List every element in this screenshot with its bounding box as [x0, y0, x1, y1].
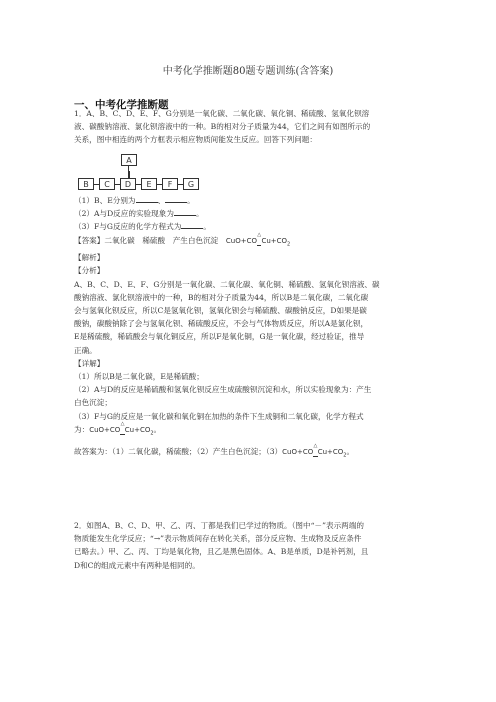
- answer-blank: [165, 195, 187, 203]
- equation: CuO+CO △ $Cu+CO_2$: [282, 443, 347, 459]
- q2-line: 已略去。）甲、乙、丙、丁均是氧化物，且乙是黑色固体。A、B是单质，D是补钙剂，且: [74, 547, 369, 557]
- question-1-stem: [74, 107, 426, 147]
- fenxi-label: 【分析】: [74, 266, 105, 276]
- sub-question-2: （2）A与D反应的实验现象为 。: [74, 209, 204, 219]
- answer-blank: [136, 195, 158, 203]
- q1-line: 1．A、B、C、D、E、F、G分别是一氧化碳、二氧化碳、氧化铜、稀硫酸、氢氧化钡溶: [74, 109, 370, 118]
- analysis-line: 会与氢氧化钡反应，所以C是氢氧化钡，氢氧化钡会与稀硫酸、碳酸钠反应，D如果是碳: [74, 306, 367, 316]
- sub-question-1: （1）B、E分别为 、 。: [74, 196, 195, 205]
- detail-line: （3）F与G的反应是一氧化碳和氧化铜在加热的条件下生成铜和二氧化碳，化学方程式: [74, 411, 364, 421]
- diagram-connector: [129, 171, 130, 178]
- final-answer-line: 故答案为：（1）二氧化碳，稀硫酸；（2）产生白色沉淀；（3）CuO+CO △ $Cu+CO_2$。: [74, 443, 355, 459]
- answer-blank: [174, 208, 196, 216]
- equation: CuO+CO △ $Cu+CO_2$: [225, 231, 291, 247]
- diagram-box-d: D: [120, 178, 136, 190]
- diagram-box-f: F: [162, 178, 178, 190]
- diagram-box-g: G: [183, 178, 199, 190]
- answer-text: 二氧化碳 稀硫酸 产生白色沉淀: [104, 235, 226, 245]
- q2-line: 物质能发生化学反应；“→”表示物质间存在转化关系，部分反应物、生成物及反应条件: [74, 534, 362, 544]
- analysis-line: E是稀硫酸，稀硫酸会与氧化铜反应，所以F是氧化铜，G是一氧化碳，经过验证，推导: [74, 332, 365, 342]
- detail-line: 白色沉淀；: [74, 398, 112, 408]
- q1-line: 关系，图中相连的两个方框表示相应物质间能发生反应。回答下列问题：: [74, 135, 317, 145]
- answer-label: 【答案】: [74, 235, 105, 245]
- analysis-line: 酸钠溶液、氯化钡溶液中的一种，B的相对分子质量为44，所以B是二氧化碳，二氧化碳: [74, 292, 369, 302]
- question-1-body: [74, 194, 426, 463]
- xiangjie-label: 【详解】: [74, 358, 105, 368]
- diagram-box-e: E: [141, 178, 157, 190]
- page-title: 中考化学推断题80题专题训练(含答案): [162, 66, 334, 77]
- q2-line: D和C的组成元素中有两种是相同的。: [74, 560, 200, 570]
- detail-line: （1）所以B是二氧化碳，E是稀硫酸；: [74, 372, 204, 382]
- jiexi-label: 【解析】: [74, 253, 105, 263]
- answer-line: [74, 231, 426, 252]
- section-heading: 一、中考化学推断题: [74, 99, 169, 111]
- diagram-box-c: C: [99, 178, 115, 190]
- diagram-box-b: B: [78, 178, 94, 190]
- q2-line: 2．如图A、B、C、D、甲、乙、丙、丁都是我们已学过的物质。（图中“－”表示两端的: [74, 521, 364, 530]
- sub-question-3: （3）F与G反应的化学方程式为 。: [74, 222, 211, 232]
- analysis-line: 酸钠，碳酸钠除了会与氢氧化钡、稀硫酸反应，不会与气体物质反应，所以A是氯化钡，: [74, 319, 369, 329]
- detail-line: 为：CuO+CO △ $Cu+CO_2$。: [74, 420, 162, 437]
- diagram-box-a: A: [121, 154, 137, 166]
- analysis-line: 正确。: [74, 345, 97, 355]
- detail-line: （2）A与D的反应是稀硫酸和氢氧化钡反应生成硫酸钡沉淀和水，所以实验现象为：产生: [74, 385, 372, 395]
- q1-line: 液、碳酸钠溶液、氯化钡溶液中的一种。B的相对分子质量为44，它们之间有如图所示的: [74, 122, 371, 132]
- question-2-stem: [74, 519, 426, 572]
- equation: CuO+CO △ $Cu+CO_2$: [89, 420, 154, 437]
- answer-blank: [181, 221, 203, 229]
- analysis-line: A、B、C、D、E、F、G分别是一氧化碳、二氧化碳、氧化铜、稀硫酸、氢氧化钡溶液、碳: [74, 279, 380, 289]
- reaction-diagram: [78, 154, 210, 190]
